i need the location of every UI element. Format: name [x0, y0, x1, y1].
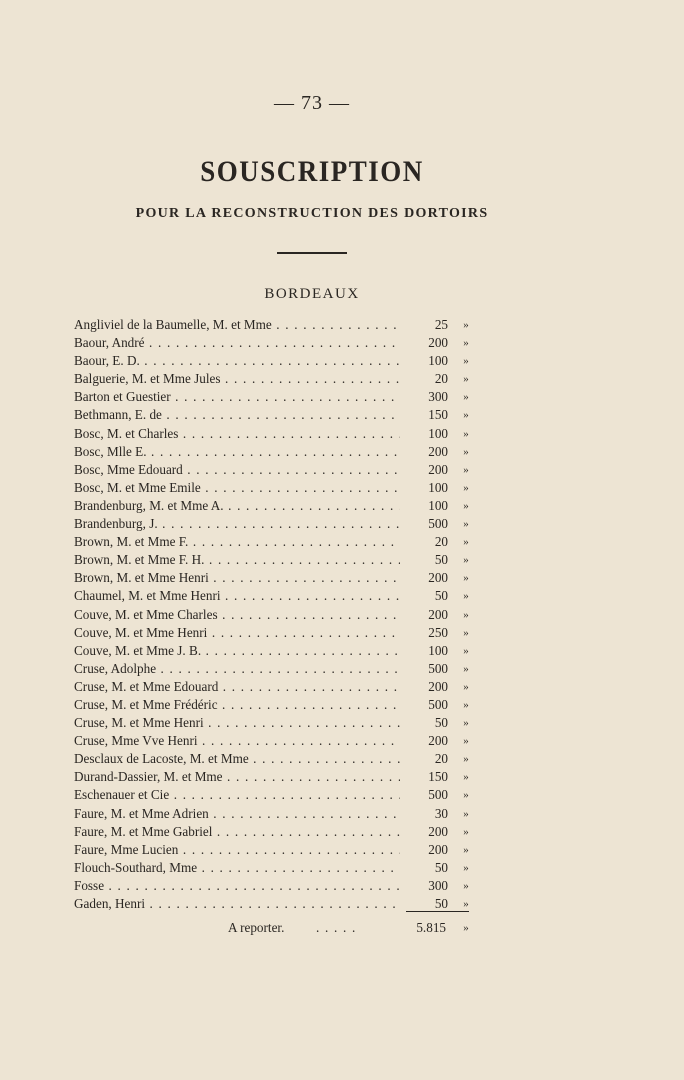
list-item [74, 497, 494, 515]
subscriber-name: Fosse . . . [74, 877, 400, 895]
list-item [74, 805, 494, 823]
page-title: SOUSCRIPTION [200, 154, 424, 188]
subscriber-name: Couve, M. et Mme J. B. . . . [74, 642, 400, 660]
subscription-amount: 50 [434, 715, 448, 731]
ditto-mark: » [463, 717, 469, 730]
ditto-mark: » [463, 898, 469, 910]
list-item [74, 786, 494, 804]
ditto-mark: » [463, 445, 469, 458]
subscription-amount: 200 [428, 733, 448, 749]
subscription-amount: 200 [428, 335, 448, 351]
list-item [74, 859, 494, 877]
ditto-mark: » [463, 572, 469, 585]
subscriber-name: Angliviel de la Baumelle, M. et Mme . . . [74, 316, 400, 334]
subscriber-name: Bosc, M. et Charles . . . [74, 425, 400, 443]
ditto-mark: » [463, 843, 469, 856]
subscription-amount: 100 [428, 642, 448, 658]
carry-forward-row [0, 918, 684, 938]
list-item [74, 642, 494, 660]
subscription-amount: 20 [434, 371, 448, 387]
subscriber-name: Brown, M. et Mme F. H. . . . [74, 551, 400, 569]
subscriber-name: Baour, André . . . [74, 334, 400, 352]
list-item [74, 606, 494, 624]
ditto-mark: » [463, 355, 469, 368]
list-item [74, 533, 494, 551]
subscription-amount: 200 [428, 823, 448, 839]
subscription-amount: 20 [434, 534, 448, 550]
ditto-mark: » [463, 807, 469, 820]
subscription-amount: 50 [434, 859, 448, 875]
section-heading: BORDEAUX [264, 286, 360, 302]
subscriber-name: Brandenburg, M. et Mme A. . . . [74, 497, 400, 515]
subscription-amount: 500 [428, 660, 448, 676]
subscription-amount: 500 [428, 696, 448, 712]
subscription-amount: 100 [428, 353, 448, 369]
subscriber-name: Gaden, Henri . . . [74, 895, 400, 913]
ditto-mark: » [463, 463, 469, 476]
ditto-mark: » [463, 536, 469, 549]
subscriber-name: Cruse, M. et Mme Edouard . . . [74, 678, 400, 696]
carry-forward-label: A reporter. [228, 920, 285, 935]
carry-forward-amount: 5.815 [416, 920, 446, 935]
list-item [74, 370, 494, 388]
carry-forward-mark: » [463, 922, 469, 934]
list-item [74, 750, 494, 768]
subscription-amount: 200 [428, 443, 448, 459]
page-subtitle: POUR LA RECONSTRUCTION DES DORTOIRS [135, 206, 489, 221]
subscriber-name: Brown, M. et Mme F. . . . [74, 533, 400, 551]
ditto-mark: » [463, 373, 469, 386]
ditto-mark: » [463, 735, 469, 748]
list-item [74, 841, 494, 859]
list-item [74, 334, 494, 352]
subscription-amount: 300 [428, 877, 448, 893]
ditto-mark: » [463, 427, 469, 440]
subscription-amount: 100 [428, 497, 448, 513]
subscriber-name: Eschenauer et Cie . . . [74, 786, 400, 804]
subscriber-name: Couve, M. et Mme Charles . . . [74, 606, 400, 624]
list-item [74, 388, 494, 406]
subscription-amount: 50 [434, 588, 448, 604]
list-item [74, 461, 494, 479]
subscription-amount: 50 [434, 896, 448, 911]
subscriber-name: Balguerie, M. et Mme Jules . . . [74, 370, 400, 388]
subscription-amount: 30 [434, 805, 448, 821]
list-item [74, 624, 494, 642]
subscriber-name: Brandenburg, J. . . . [74, 515, 400, 533]
subscriber-name: Faure, M. et Mme Gabriel . . . [74, 823, 400, 841]
page-number: — 73 — [274, 92, 350, 114]
subscriber-name: Desclaux de Lacoste, M. et Mme . . . [74, 750, 400, 768]
list-item [74, 406, 494, 424]
list-item [74, 352, 494, 370]
subscription-amount: 150 [428, 407, 448, 423]
subscription-amount: 500 [428, 787, 448, 803]
ditto-mark: » [463, 499, 469, 512]
carry-forward-leader: . . . . . [316, 920, 357, 935]
subscriber-name: Couve, M. et Mme Henri . . . [74, 624, 400, 642]
subscriber-name: Faure, M. et Mme Adrien . . . [74, 805, 400, 823]
list-item [74, 425, 494, 443]
subscription-amount: 200 [428, 841, 448, 857]
list-item [74, 443, 494, 461]
subscriber-name: Bosc, Mlle E. . . . [74, 443, 400, 461]
list-item [74, 877, 494, 895]
subscriber-name: Cruse, Mme Vve Henri . . . [74, 732, 400, 750]
list-item [74, 732, 494, 750]
ditto-mark: » [463, 789, 469, 802]
ditto-mark: » [463, 590, 469, 603]
ditto-mark: » [463, 698, 469, 711]
ditto-mark: » [463, 662, 469, 675]
list-item [74, 768, 494, 786]
ditto-mark: » [463, 409, 469, 422]
subscriber-name: Chaumel, M. et Mme Henri . . . [74, 587, 400, 605]
ditto-mark: » [463, 626, 469, 639]
list-item [74, 696, 494, 714]
subscription-amount: 200 [428, 461, 448, 477]
subscriber-name: Bethmann, E. de . . . [74, 406, 400, 424]
ditto-mark: » [463, 861, 469, 874]
subscriber-name: Flouch-Southard, Mme . . . [74, 859, 400, 877]
ditto-mark: » [463, 554, 469, 567]
ditto-mark: » [463, 644, 469, 657]
subscription-amount: 500 [428, 516, 448, 532]
list-item [74, 551, 494, 569]
subscription-amount: 100 [428, 425, 448, 441]
ditto-mark: » [463, 518, 469, 531]
list-item [74, 823, 494, 841]
ditto-mark: » [463, 608, 469, 621]
ditto-mark: » [463, 753, 469, 766]
subscriber-name: Bosc, Mme Edouard . . . [74, 461, 400, 479]
subscription-amount: 300 [428, 389, 448, 405]
subscriber-name: Cruse, M. et Mme Henri . . . [74, 714, 400, 732]
list-item [74, 678, 494, 696]
ditto-mark: » [463, 680, 469, 693]
ditto-mark: » [463, 337, 469, 350]
subscriber-name: Faure, Mme Lucien . . . [74, 841, 400, 859]
subscriber-name: Cruse, Adolphe . . . [74, 660, 400, 678]
total-divider [406, 911, 469, 912]
subscription-amount: 100 [428, 479, 448, 495]
subscriber-name: Cruse, M. et Mme Frédéric . . . [74, 696, 400, 714]
list-item [74, 660, 494, 678]
subscription-list [74, 316, 494, 913]
subscriber-name: Brown, M. et Mme Henri . . . [74, 569, 400, 587]
list-item [74, 569, 494, 587]
subscription-amount: 200 [428, 570, 448, 586]
subscriber-name: Bosc, M. et Mme Emile . . . [74, 479, 400, 497]
subscription-amount: 25 [434, 317, 448, 332]
list-item [74, 587, 494, 605]
subscriber-name: Durand-Dassier, M. et Mme . . . [74, 768, 400, 786]
subscription-amount: 250 [428, 624, 448, 640]
list-item [74, 479, 494, 497]
subscriber-name: Baour, E. D. . . . [74, 352, 400, 370]
ditto-mark: » [463, 481, 469, 494]
ditto-mark: » [463, 319, 469, 331]
list-item [74, 714, 494, 732]
subscription-amount: 150 [428, 769, 448, 785]
subscription-amount: 50 [434, 552, 448, 568]
subscriber-name: Barton et Guestier . . . [74, 388, 400, 406]
subscription-amount: 200 [428, 606, 448, 622]
list-item [74, 316, 494, 334]
ditto-mark: » [463, 771, 469, 784]
ditto-mark: » [463, 391, 469, 404]
subscription-amount: 200 [428, 678, 448, 694]
ditto-mark: » [463, 825, 469, 838]
title-divider [277, 252, 347, 254]
subscription-amount: 20 [434, 751, 448, 767]
ditto-mark: » [463, 879, 469, 892]
list-item [74, 515, 494, 533]
